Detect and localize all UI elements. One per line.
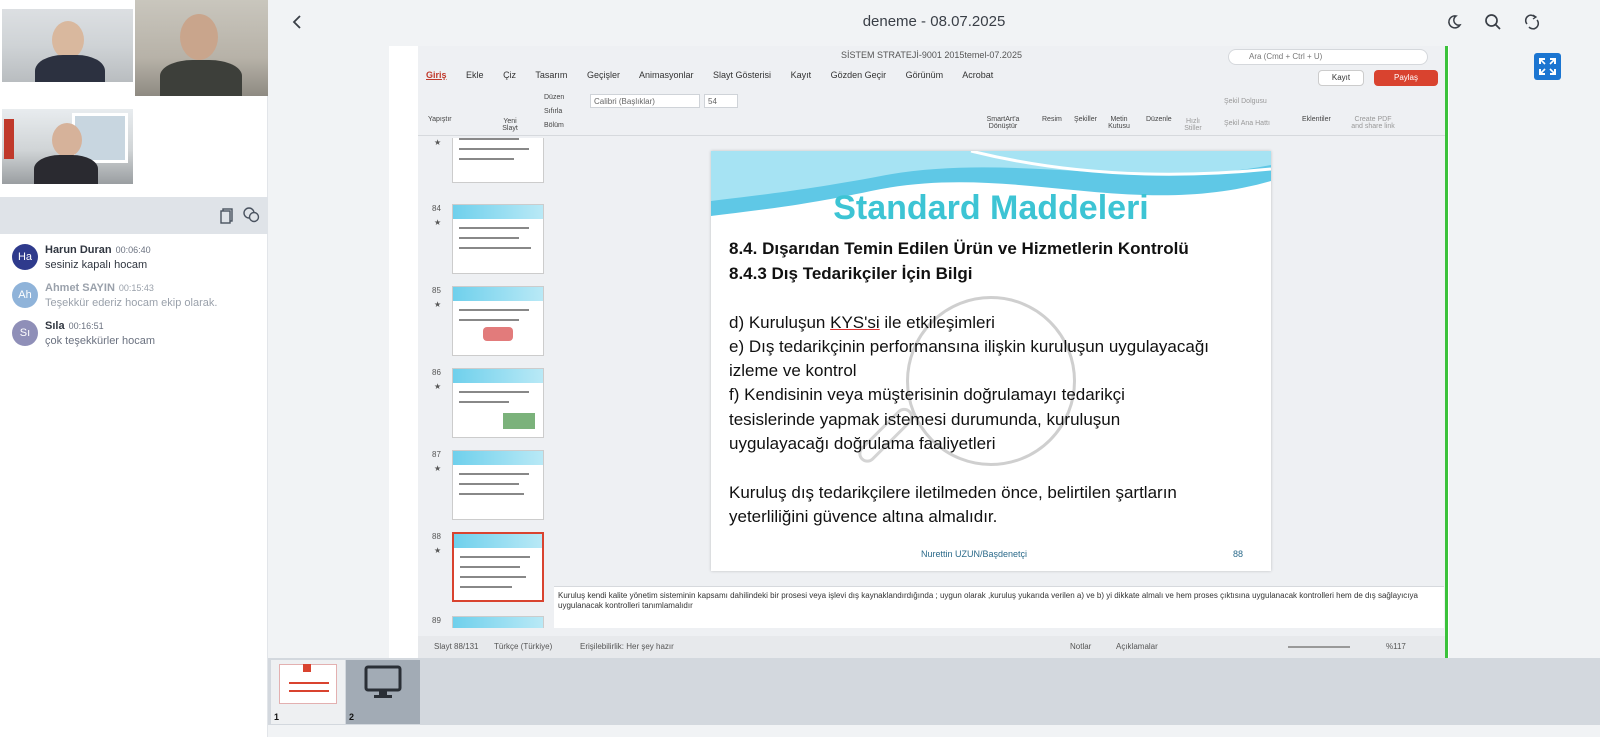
chat-message [10, 282, 265, 316]
avatar: Ha [12, 244, 38, 270]
strip-item-2[interactable] [346, 660, 420, 724]
comments-button[interactable]: Açıklamalar [1116, 642, 1158, 651]
shape-outline-button[interactable]: Şekil Ana Hattı [1224, 120, 1270, 127]
tab-tasarim[interactable]: Tasarım [535, 70, 568, 80]
strip-item-label: 2 [349, 712, 355, 722]
paste-button[interactable]: Yapıştır [428, 116, 452, 123]
monitor-icon [363, 664, 403, 700]
slide-number: 89 [432, 616, 441, 625]
video-tile-1[interactable] [2, 9, 133, 82]
slide-number: 84 [432, 204, 441, 213]
chat-toolbar [0, 197, 268, 234]
ribbon-tabs [426, 70, 1010, 80]
slide-closing-1: Kuruluş dış tedarikçilere iletilmeden önce, belirtilen şartların [729, 483, 1177, 502]
accessibility-status[interactable]: Erişilebilirlik: Her şey hazır [580, 642, 674, 651]
slide-text: KYS'si [830, 313, 880, 332]
search-icon[interactable] [1483, 12, 1503, 32]
slide-number: 85 [432, 286, 441, 295]
slide-line-f1: f) Kendisinin veya müşterisinin doğrulamayı tedarikçi [729, 385, 1125, 404]
slide-line-f2: tesislerinde yapmak istemesi durumunda, kuruluşun [729, 410, 1121, 429]
slide-thumbnail[interactable] [452, 450, 544, 520]
textbox-button[interactable]: Metin Kutusu [1108, 116, 1130, 130]
tab-ciz[interactable]: Çiz [503, 70, 517, 80]
smartart-button[interactable]: SmartArt'a Dönüştür [986, 116, 1020, 130]
tab-ekle[interactable]: Ekle [466, 70, 484, 80]
slide-number: 87 [432, 450, 441, 459]
zoom-slider[interactable] [1288, 646, 1350, 648]
message-time: 00:06:40 [115, 245, 151, 255]
presentation-strip [268, 658, 1600, 725]
create-pdf-button[interactable]: Create PDF and share link [1351, 116, 1395, 130]
tab-gecisler[interactable]: Geçişler [586, 70, 620, 80]
tab-giris[interactable]: Giriş [426, 70, 447, 80]
slide-thumbnail[interactable] [452, 616, 544, 628]
video-tile-2[interactable] [135, 0, 268, 96]
slide-thumbnail[interactable] [452, 368, 544, 438]
fullscreen-icon [1534, 53, 1561, 80]
arrange-button[interactable]: Düzenle [1146, 116, 1172, 123]
slide-page-number: 88 [1233, 549, 1244, 559]
message-author: Ahmet SAYIN [45, 282, 115, 294]
slide-line-f3: uygulayacağı doğrulama faaliyetleri [729, 434, 996, 453]
font-size-select[interactable]: 54 [704, 94, 738, 108]
slide-closing-2: yeterliliğini güvence altına almalıdır. [729, 507, 998, 526]
slide-heading-2: 8.4.3 Dış Tedarikçiler İçin Bilgi [729, 264, 973, 283]
slide-thumbnail-selected[interactable] [452, 532, 544, 602]
slide-canvas [711, 151, 1271, 571]
slide-number: 88 [432, 532, 441, 541]
ppt-status-bar [418, 636, 1445, 658]
slide-number: 86 [432, 368, 441, 377]
tab-kayit[interactable]: Kayıt [790, 70, 812, 80]
dark-mode-icon[interactable] [1444, 12, 1464, 32]
language-status[interactable]: Türkçe (Türkiye) [494, 642, 553, 651]
ppt-file-title: SİSTEM STRATEJİ-9001 2015temel-07.2025 [841, 50, 1022, 60]
strip-item-1[interactable] [271, 660, 345, 724]
notes-button[interactable]: Notlar [1070, 642, 1092, 651]
ribbon-toolbar [418, 90, 1445, 136]
message-text: Teşekkür ederiz hocam ekip olarak. [45, 297, 218, 309]
slide-thumbnail[interactable] [452, 286, 544, 356]
copy-icon[interactable] [218, 206, 236, 224]
slide-counter: Slayt 88/131 [434, 642, 479, 651]
zoom-level: %117 [1386, 642, 1406, 651]
avatar: Sı [12, 320, 38, 346]
share-button[interactable]: Paylaş [1374, 70, 1438, 86]
quick-styles-button[interactable]: Hızlı Stiller [1184, 118, 1202, 132]
slide-footer: Nurettin UZUN/Başdenetçi [921, 549, 1028, 559]
slide-line-e1: e) Dış tedarikçinin performansına ilişkin kuruluşun uygulayacağı [729, 337, 1210, 356]
record-button[interactable]: Kayıt [1318, 70, 1364, 86]
slide-thumbnail[interactable] [452, 204, 544, 274]
slide-heading-1: 8.4. Dışarıdan Temin Edilen Ürün ve Hizmetlerin Kontrolü [729, 239, 1189, 258]
font-family-select[interactable]: Calibri (Başlıklar) [590, 94, 700, 108]
shared-screen [389, 46, 1449, 658]
reset-button[interactable]: Sıfırla [544, 108, 563, 115]
chat-bubbles-icon[interactable] [242, 206, 260, 224]
section-button[interactable]: Bölüm [544, 122, 564, 129]
tab-gorunum[interactable]: Görünüm [905, 70, 944, 80]
slide-title: Standard Maddeleri [833, 189, 1149, 227]
addins-button[interactable]: Eklentiler [1302, 116, 1331, 123]
slide-text: ile etkileşimleri [879, 313, 995, 332]
powerpoint-window [418, 46, 1448, 658]
picture-button[interactable]: Resim [1042, 116, 1062, 123]
slide-thumbnail[interactable] [452, 138, 544, 183]
message-author: Sıla [45, 320, 65, 332]
avatar: Ah [12, 282, 38, 308]
refresh-icon[interactable] [1522, 12, 1542, 32]
top-bar [268, 0, 1600, 44]
message-text: çok teşekkürler hocam [45, 335, 156, 347]
video-tile-3[interactable] [2, 109, 133, 184]
message-time: 00:15:43 [118, 283, 154, 293]
tab-animasyonlar[interactable]: Animasyonlar [638, 70, 694, 80]
ppt-search-input[interactable]: Ara (Cmd + Ctrl + U) [1228, 49, 1428, 65]
slide-line-e2: izleme ve kontrol [729, 361, 857, 380]
tab-slayt-gosterisi[interactable]: Slayt Gösterisi [713, 70, 772, 80]
page-title: deneme - 08.07.2025 [862, 13, 1006, 30]
slide-thumbnails: ★ 84 ★ 85 ★ 86 ★ 87 ★ 88 ★ 89 [426, 138, 554, 628]
speaker-notes[interactable]: Kuruluş kendi kalite yönetim sisteminin kapsamı dahilindeki bir prosesi veya işlevi dış kaynaklandırdığında ; uygun olarak ,kuruluş yukarıda verilen a) ve b) yi dikkate almalı ve hem proses çıktısına uygulanacak kontrolleri hem de dış sağlayıcıya uygulanacak kontrolleri tanımlamalıdır [554, 586, 1444, 628]
tab-gozden-gecir[interactable]: Gözden Geçir [830, 70, 887, 80]
message-time: 00:16:51 [68, 321, 104, 331]
fullscreen-button[interactable] [1534, 53, 1561, 80]
chat-message [10, 244, 265, 278]
tab-acrobat[interactable]: Acrobat [962, 70, 994, 80]
message-text: sesiniz kapalı hocam [45, 259, 148, 271]
chat-message [10, 320, 265, 354]
layout-button[interactable]: Düzen [544, 94, 565, 101]
new-slide-button[interactable]: Yeni Slayt [502, 118, 518, 132]
shape-fill-button[interactable]: Şekil Dolgusu [1224, 98, 1267, 105]
strip-item-label: 1 [274, 712, 280, 722]
message-author: Harun Duran [45, 244, 112, 256]
shapes-button[interactable]: Şekiller [1074, 116, 1097, 123]
left-panel [0, 0, 268, 737]
slide-line-d [729, 313, 995, 333]
slide-text: d) Kuruluşun [729, 313, 831, 332]
